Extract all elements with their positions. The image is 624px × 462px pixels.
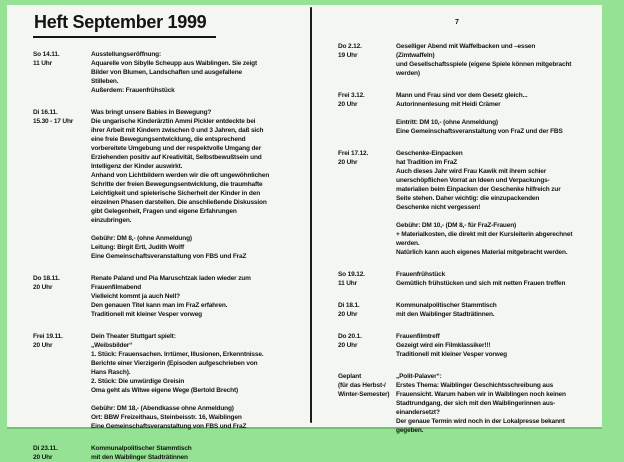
- event-date-line: So 14.11.: [33, 51, 60, 58]
- event-description-line: Ort: BBW Freizeithaus, Steinbeisstr. 16, Waiblingen: [91, 414, 242, 421]
- event-date-line: Di 23.11.: [33, 445, 58, 452]
- event-description-line: Was bringt unsere Babies in Bewegung?: [91, 109, 212, 116]
- event-description-line: Der genaue Termin wird noch in der Lokalpresse bekannt: [396, 418, 565, 425]
- event-description-line: Autorinnenlesung mit Heidi Crämer: [396, 101, 501, 108]
- event-description-line: Gebühr: DM 10,- (DM 8,- für FraZ-Frauen): [396, 222, 517, 229]
- booklet-title: Heft September 1999: [33, 12, 216, 38]
- event-date-line: 15.30 - 17 Uhr: [33, 118, 74, 125]
- event-description-line: Ausstellungseröffnung:: [91, 51, 162, 58]
- event-date-line: Do 20.1.: [338, 333, 362, 340]
- event-description-line: unerschöpflichen Vorrat an Ideen und Verpackungs-: [396, 177, 550, 184]
- event-date-line: Di 16.11.: [33, 109, 58, 116]
- event-description-line: Anhand von Lichtbildern werden wir die oft ungewöhnlichen: [91, 172, 270, 179]
- event-date-line: Frei 19.11.: [33, 333, 63, 340]
- event-description: [396, 301, 602, 319]
- event-description-line: Erstes Thema: Waiblinger Geschichtsschreibung aus: [396, 382, 554, 389]
- event-description-line: Erziehenden positiv auf Kreativität, Selbstbewußtsein und: [91, 154, 262, 161]
- event-description-line: „Weibsbilder“: [91, 342, 133, 349]
- event-description-line: gibt Gelegenheit, Fragen und eigene Erfahrungen: [91, 208, 237, 215]
- event-date: [338, 270, 396, 288]
- event-date-line: (für das Herbst-/: [338, 382, 386, 389]
- event-description-line: 1. Stück: Frauensachen. Irrtümer, Illusionen, Erkenntnisse.: [91, 351, 264, 358]
- event-description-line: Schritte der freien Bewegungsentwicklung, die traumhafte: [91, 181, 263, 188]
- event-date: [338, 372, 396, 435]
- event-entry: [338, 91, 602, 136]
- event-description: [91, 274, 310, 319]
- event-description-line: Oma geht als Witwe eigene Wege (Bertold Brecht): [91, 387, 238, 394]
- event-description: [91, 108, 310, 261]
- event-date-line: Frei 17.12.: [338, 150, 369, 157]
- event-entry: [338, 372, 602, 435]
- event-date: [338, 42, 396, 78]
- event-entry: [338, 332, 602, 359]
- event-description-line: Aquarelle von Sibylle Scheupp aus Waiblingen. Sie zeigt: [91, 60, 257, 67]
- event-description-line: Vielleicht kommt ja auch Nell?: [91, 293, 180, 300]
- event-description-line: Geselliger Abend mit Waffelbacken und –essen: [396, 43, 536, 50]
- event-description-line: ihrer Arbeit mit Kindern zwischen 0 und 3 Jahren, daß sich: [91, 127, 264, 134]
- event-date-line: 11 Uhr: [33, 60, 52, 67]
- event-description-line: Intelligenz der Kinder auswirkt.: [91, 163, 183, 170]
- page-number: 7: [455, 19, 459, 26]
- event-description: [396, 149, 602, 257]
- event-description: [396, 91, 602, 136]
- event-description: [396, 332, 602, 359]
- event-description-line: Leichtigkeit und spielerische Sicherheit der Kinder in den: [91, 190, 261, 197]
- event-description-line: Stadtrundgang, der sich mit den Waiblingerinnen aus-: [396, 400, 556, 407]
- event-date-line: 20 Uhr: [33, 454, 53, 461]
- event-description-line: Außerdem: Frauenfrühstück: [91, 87, 175, 94]
- event-description-line: (Zimtwaffeln): [396, 52, 435, 59]
- event-entry: [338, 270, 602, 288]
- event-description-line: Frauenfilmtreff: [396, 333, 440, 340]
- event-description-line: einzelnen Phasen darstellen. Die anschließende Diskussion: [91, 199, 267, 206]
- event-description-line: Renate Paland und Pia Maruschtzak laden wieder zum: [91, 275, 251, 282]
- event-description-line: einzubringen.: [91, 217, 132, 224]
- event-description: [396, 270, 602, 288]
- event-date-line: Geplant: [338, 373, 362, 380]
- right-page: [314, 5, 602, 434]
- event-entry: [338, 301, 602, 319]
- event-date-line: 20 Uhr: [33, 342, 53, 349]
- event-date: [338, 149, 396, 257]
- event-entry: [33, 274, 310, 319]
- event-description: [91, 50, 310, 95]
- event-description-line: hat Tradition im FraZ: [396, 159, 458, 166]
- event-date-line: 11 Uhr: [338, 280, 357, 287]
- event-entry: [33, 108, 310, 261]
- event-description-line: Mann und Frau sind vor dem Gesetz gleich...: [396, 92, 528, 99]
- event-date-line: 20 Uhr: [338, 342, 358, 349]
- event-description-line: vorbereitete Umgebung und der respektvolle Umgang der: [91, 145, 262, 152]
- blank-line: [91, 225, 310, 234]
- event-entry: [338, 149, 602, 257]
- right-event-list: [338, 42, 602, 435]
- event-entry: [33, 444, 310, 462]
- event-description-line: Gebühr: DM 18,- (Abendkasse ohne Anmeldung): [91, 405, 234, 412]
- event-description-line: + Materialkosten, die direkt mit der Kursleiterin abgerechnet: [396, 231, 573, 238]
- event-description-line: Gebühr: DM 8,- (ohne Anmeldung): [91, 235, 192, 242]
- event-description-line: Stilleben.: [91, 78, 119, 85]
- event-description-line: Kommunalpolitischer Stammtisch: [396, 302, 497, 309]
- blank-line: [396, 212, 602, 221]
- event-description-line: gegeben.: [396, 427, 424, 434]
- event-date: [33, 108, 91, 261]
- event-description-line: mit den Waiblinger Stadträtinnen.: [396, 311, 495, 318]
- event-description-line: Gemütlich frühstücken und sich mit netten Frauen treffen: [396, 280, 566, 287]
- event-description-line: Berichte einer Vierzigerin (Episoden aufgeschrieben von: [91, 360, 258, 367]
- event-date: [33, 444, 91, 462]
- event-description-line: Eintritt: DM 10,- (ohne Anmeldung): [396, 119, 498, 126]
- event-description-line: Geschenke-Einpacken: [396, 150, 463, 157]
- event-description-line: Frauensicht. Warum haben wir in Waiblingen noch keinen: [396, 391, 566, 398]
- event-description-line: materialien beim Einpacken der Geschenke hilfreich zur: [396, 186, 561, 193]
- event-description-line: und Gesellschaftsspiele (eigene Spiele können mitgebracht: [396, 61, 572, 68]
- event-description-line: „Polit-Palaver“:: [396, 373, 442, 380]
- event-date: [33, 274, 91, 319]
- event-date-line: 20 Uhr: [338, 101, 358, 108]
- event-description-line: Die ungarische Kinderärztin Ammi Pickler entdeckte bei: [91, 118, 256, 125]
- event-date-line: So 19.12.: [338, 271, 365, 278]
- event-description-line: Eine Gemeinschaftsveranstaltung von FBS und FraZ: [91, 423, 247, 430]
- event-description: [396, 42, 602, 78]
- event-date: [338, 91, 396, 136]
- event-description-line: einandersetzt?: [396, 409, 440, 416]
- event-description-line: Gezeigt wird ein Filmklassiker!!!: [396, 342, 491, 349]
- blank-line: [91, 395, 310, 404]
- event-description-line: Auch dieses Jahr wird Frau Kawik mit ihrem schier: [396, 168, 547, 175]
- blank-line: [396, 109, 602, 118]
- event-description-line: werden): [396, 70, 420, 77]
- event-description-line: 2. Stück: Die unwürdige Greisin: [91, 378, 185, 385]
- event-description-line: Eine Gemeinschaftsveranstaltung von FBS und FraZ: [91, 253, 247, 260]
- event-entry: [33, 50, 310, 95]
- event-description-line: Natürlich kann auch eigenes Material mitgebracht werden.: [396, 249, 568, 256]
- booklet-spine-fold: [310, 7, 312, 423]
- event-entry: [338, 42, 602, 78]
- event-date: [338, 332, 396, 359]
- event-description-line: werden.: [396, 240, 420, 247]
- event-description-line: Den genauen Titel kann man im FraZ erfahren.: [91, 302, 228, 309]
- event-description-line: Frauenfilmabend: [91, 284, 142, 291]
- event-date-line: Winter-Semester): [338, 391, 390, 398]
- event-description-line: Eine Gemeinschaftsveranstaltung von FraZ und der FBS: [396, 128, 563, 135]
- event-date-line: 20 Uhr: [338, 159, 358, 166]
- event-date: [33, 50, 91, 95]
- event-description-line: eine freie Bewegungsentwicklung, die entsprechend: [91, 136, 246, 143]
- left-event-list: [33, 50, 310, 462]
- event-entry: [33, 332, 310, 431]
- event-date-line: Do 2.12.: [338, 43, 362, 50]
- event-description-line: Hans Rasch).: [91, 369, 131, 376]
- event-description-line: Dein Theater Stuttgart spielt:: [91, 333, 176, 340]
- event-description-line: Geschenke nicht vergessen!: [396, 204, 481, 211]
- event-description-line: Kommunalpolitischer Stammtisch: [91, 445, 192, 452]
- event-date: [33, 332, 91, 431]
- event-description: [396, 372, 602, 435]
- event-date-line: Di 18.1.: [338, 302, 360, 309]
- left-page: [7, 5, 310, 461]
- event-date-line: 20 Uhr: [338, 311, 358, 318]
- event-description-line: Traditionell mit kleiner Vesper vorweg: [91, 311, 202, 318]
- event-date-line: 19 Uhr: [338, 52, 358, 59]
- event-description-line: Traditionell mit kleiner Vesper vorweg: [396, 351, 507, 358]
- event-description-line: Bilder von Blumen, Landschaften und ausgefallene: [91, 69, 242, 76]
- event-description-line: mit den Waiblinger Stadträtinnen: [91, 454, 188, 461]
- event-date-line: Do 18.11.: [33, 275, 60, 282]
- event-date-line: Frei 3.12.: [338, 92, 365, 99]
- event-date-line: 20 Uhr: [33, 284, 53, 291]
- event-description-line: Leitung: Birgit Ertl, Judith Wolff: [91, 244, 184, 251]
- event-description-line: Seite stehen. Daher wichtig: die einzupackenden: [396, 195, 540, 202]
- event-description-line: Frauenfrühstück: [396, 271, 446, 278]
- event-description: [91, 444, 310, 462]
- event-description: [91, 332, 310, 431]
- event-date: [338, 301, 396, 319]
